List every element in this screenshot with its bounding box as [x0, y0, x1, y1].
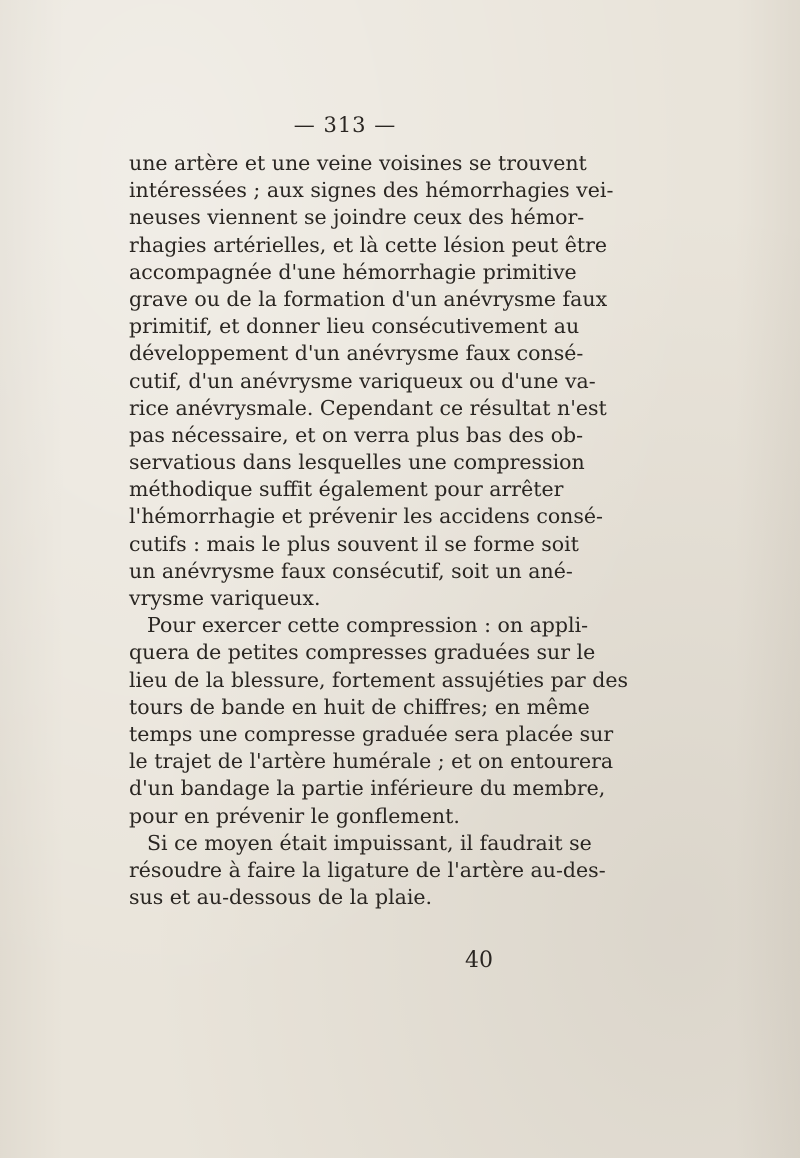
text-line: méthodique suffit également pour arrêter — [129, 477, 564, 502]
text-line: sus et au-dessous de la plaie. — [129, 885, 433, 910]
text-line: résoudre à faire la ligature de l'artère au-des- — [129, 857, 606, 882]
text-line: lieu de la blessure, fortement assujéties par des — [129, 667, 629, 692]
text-line: pas nécessaire, et on verra plus bas des ob- — [129, 422, 584, 447]
text-line: accompagnée d'une hémorrhagie primitive — [129, 259, 577, 284]
text-line: tours de bande en huit de chiffres; en même — [129, 694, 590, 719]
text-line: l'hémorrhagie et prévenir les accidens consé- — [129, 504, 603, 529]
body-text — [129, 150, 629, 911]
text-line: le trajet de l'artère humérale ; et on entourera — [129, 749, 614, 774]
paragraph — [129, 150, 614, 612]
text-line: quera de petites compresses graduées sur le — [129, 640, 596, 665]
paragraph — [129, 612, 629, 830]
text-line: cutif, d'un anévrysme variqueux ou d'une va- — [129, 368, 596, 393]
page-number: — 313 — — [293, 113, 397, 137]
text-line: Si ce moyen était impuissant, il faudrait se — [147, 830, 592, 855]
text-line: servatious dans lesquelles une compression — [129, 450, 585, 475]
text-line: d'un bandage la partie inférieure du membre, — [129, 776, 606, 801]
text-line: pour en prévenir le gonflement. — [129, 803, 460, 828]
text-line: rhagies artérielles, et là cette lésion peut être — [129, 232, 608, 257]
text-line: Pour exercer cette compression : on appli- — [147, 613, 589, 638]
paragraph — [129, 830, 606, 912]
text-line: primitif, et donner lieu consécutivement au — [129, 314, 580, 339]
text-line: grave ou de la formation d'un anévrysme faux — [129, 286, 608, 311]
text-line: cutifs : mais le plus souvent il se forme soit — [129, 531, 579, 556]
text-line: développement d'un anévrysme faux consé- — [129, 341, 584, 366]
text-line: intéressées ; aux signes des hémorrhagies vei- — [129, 178, 614, 203]
text-line: vrysme variqueux. — [129, 586, 321, 610]
text-line: neuses viennent se joindre ceux des hémor- — [129, 205, 585, 230]
text-line: temps une compresse graduée sera placée sur — [129, 721, 614, 746]
text-line: un anévrysme faux consécutif, soit un ané- — [129, 558, 573, 583]
signature-mark: 40 — [465, 948, 493, 973]
text-line: rice anévrysmale. Cependant ce résultat n'est — [129, 395, 607, 420]
text-line: une artère et une veine voisines se trouvent — [129, 151, 587, 175]
